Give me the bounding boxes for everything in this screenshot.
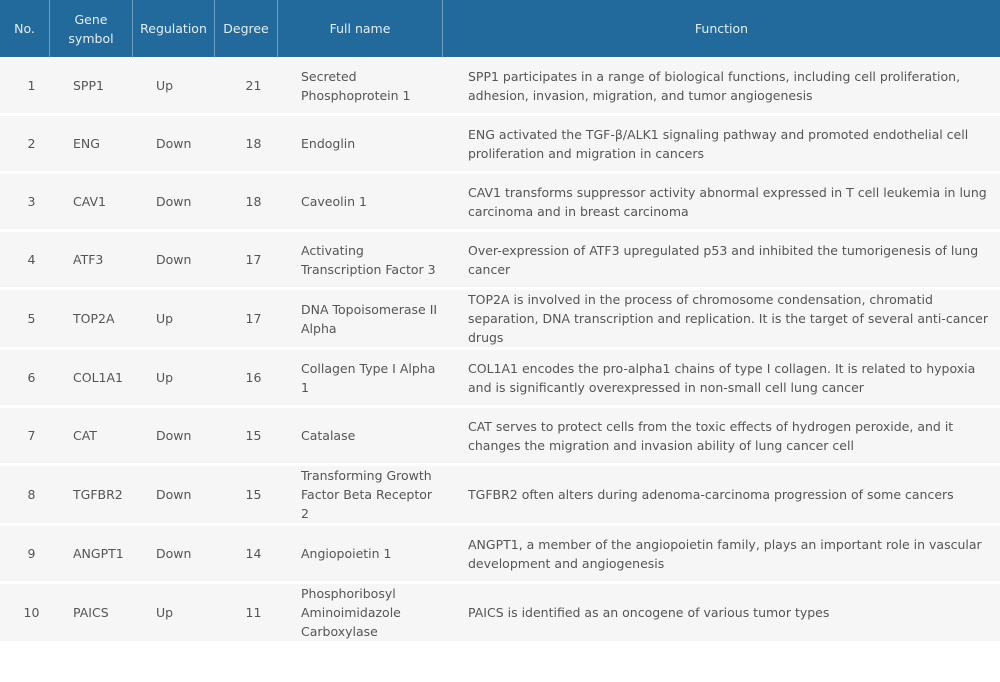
- cell-function: ANGPT1, a member of the angiopoietin family, plays an important role in vascular development and angiogenesis: [442, 526, 1000, 584]
- cell-gene-symbol: SPP1: [49, 58, 132, 116]
- cell-degree: 21: [214, 58, 277, 116]
- table-row: [0, 232, 1000, 290]
- cell-full-name: DNA Topoisomerase II Alpha: [277, 290, 442, 350]
- table-row: [0, 466, 1000, 526]
- cell-full-name: Transforming Growth Factor Beta Receptor 2: [277, 466, 442, 526]
- header-regulation: Regulation: [132, 0, 214, 58]
- table-row: [0, 526, 1000, 584]
- table-row: [0, 116, 1000, 174]
- cell-regulation: Down: [132, 466, 214, 526]
- table-header-row: [0, 0, 1000, 58]
- cell-function: TOP2A is involved in the process of chromosome condensation, chromatid separation, DNA transcription and replication. It is the target of several anti-cancer drugs: [442, 290, 1000, 350]
- cell-function: CAV1 transforms suppressor activity abnormal expressed in T cell leukemia in lung carcinoma and in breast carcinoma: [442, 174, 1000, 232]
- cell-degree: 18: [214, 116, 277, 174]
- cell-full-name: Phosphoribosyl Aminoimidazole Carboxylase: [277, 584, 442, 644]
- cell-degree: 15: [214, 408, 277, 466]
- table-row: [0, 408, 1000, 466]
- cell-gene-symbol: TGFBR2: [49, 466, 132, 526]
- cell-no: 9: [0, 526, 49, 584]
- cell-regulation: Down: [132, 174, 214, 232]
- cell-function: COL1A1 encodes the pro-alpha1 chains of type I collagen. It is related to hypoxia and is significantly overexpressed in non-small cell lung cancer: [442, 350, 1000, 408]
- cell-no: 6: [0, 350, 49, 408]
- cell-full-name: Endoglin: [277, 116, 442, 174]
- header-degree: Degree: [214, 0, 277, 58]
- header-no: No.: [0, 0, 49, 58]
- cell-regulation: Up: [132, 290, 214, 350]
- cell-gene-symbol: COL1A1: [49, 350, 132, 408]
- cell-degree: 11: [214, 584, 277, 644]
- cell-full-name: Catalase: [277, 408, 442, 466]
- cell-gene-symbol: ATF3: [49, 232, 132, 290]
- cell-no: 5: [0, 290, 49, 350]
- cell-regulation: Up: [132, 584, 214, 644]
- cell-degree: 14: [214, 526, 277, 584]
- header-full-name: Full name: [277, 0, 442, 58]
- cell-regulation: Up: [132, 350, 214, 408]
- cell-no: 2: [0, 116, 49, 174]
- table-row: [0, 174, 1000, 232]
- cell-function: Over-expression of ATF3 upregulated p53 and inhibited the tumorigenesis of lung cancer: [442, 232, 1000, 290]
- cell-regulation: Down: [132, 408, 214, 466]
- cell-gene-symbol: ENG: [49, 116, 132, 174]
- cell-function: SPP1 participates in a range of biological functions, including cell proliferation, adhesion, invasion, migration, and tumor angiogenesis: [442, 58, 1000, 116]
- table-row: [0, 584, 1000, 644]
- cell-no: 4: [0, 232, 49, 290]
- cell-full-name: Secreted Phosphoprotein 1: [277, 58, 442, 116]
- cell-degree: 17: [214, 290, 277, 350]
- cell-degree: 17: [214, 232, 277, 290]
- table-row: [0, 350, 1000, 408]
- cell-regulation: Down: [132, 232, 214, 290]
- cell-gene-symbol: ANGPT1: [49, 526, 132, 584]
- cell-regulation: Down: [132, 116, 214, 174]
- cell-degree: 15: [214, 466, 277, 526]
- table-row: [0, 58, 1000, 116]
- cell-full-name: Collagen Type I Alpha 1: [277, 350, 442, 408]
- cell-gene-symbol: CAT: [49, 408, 132, 466]
- header-function: Function: [442, 0, 1000, 58]
- cell-degree: 16: [214, 350, 277, 408]
- cell-full-name: Angiopoietin 1: [277, 526, 442, 584]
- cell-regulation: Down: [132, 526, 214, 584]
- cell-gene-symbol: PAICS: [49, 584, 132, 644]
- cell-no: 3: [0, 174, 49, 232]
- cell-gene-symbol: TOP2A: [49, 290, 132, 350]
- header-gene-symbol: Gene symbol: [49, 0, 132, 58]
- cell-no: 10: [0, 584, 49, 644]
- cell-gene-symbol: CAV1: [49, 174, 132, 232]
- cell-function: CAT serves to protect cells from the toxic effects of hydrogen peroxide, and it changes the migration and invasion ability of lung cancer cell: [442, 408, 1000, 466]
- cell-no: 1: [0, 58, 49, 116]
- cell-full-name: Activating Transcription Factor 3: [277, 232, 442, 290]
- table-row: [0, 290, 1000, 350]
- cell-no: 8: [0, 466, 49, 526]
- cell-full-name: Caveolin 1: [277, 174, 442, 232]
- cell-function: TGFBR2 often alters during adenoma-carcinoma progression of some cancers: [442, 466, 1000, 526]
- cell-function: ENG activated the TGF-β/ALK1 signaling pathway and promoted endothelial cell proliferation and migration in cancers: [442, 116, 1000, 174]
- cell-function: PAICS is identified as an oncogene of various tumor types: [442, 584, 1000, 644]
- cell-no: 7: [0, 408, 49, 466]
- cell-regulation: Up: [132, 58, 214, 116]
- cell-degree: 18: [214, 174, 277, 232]
